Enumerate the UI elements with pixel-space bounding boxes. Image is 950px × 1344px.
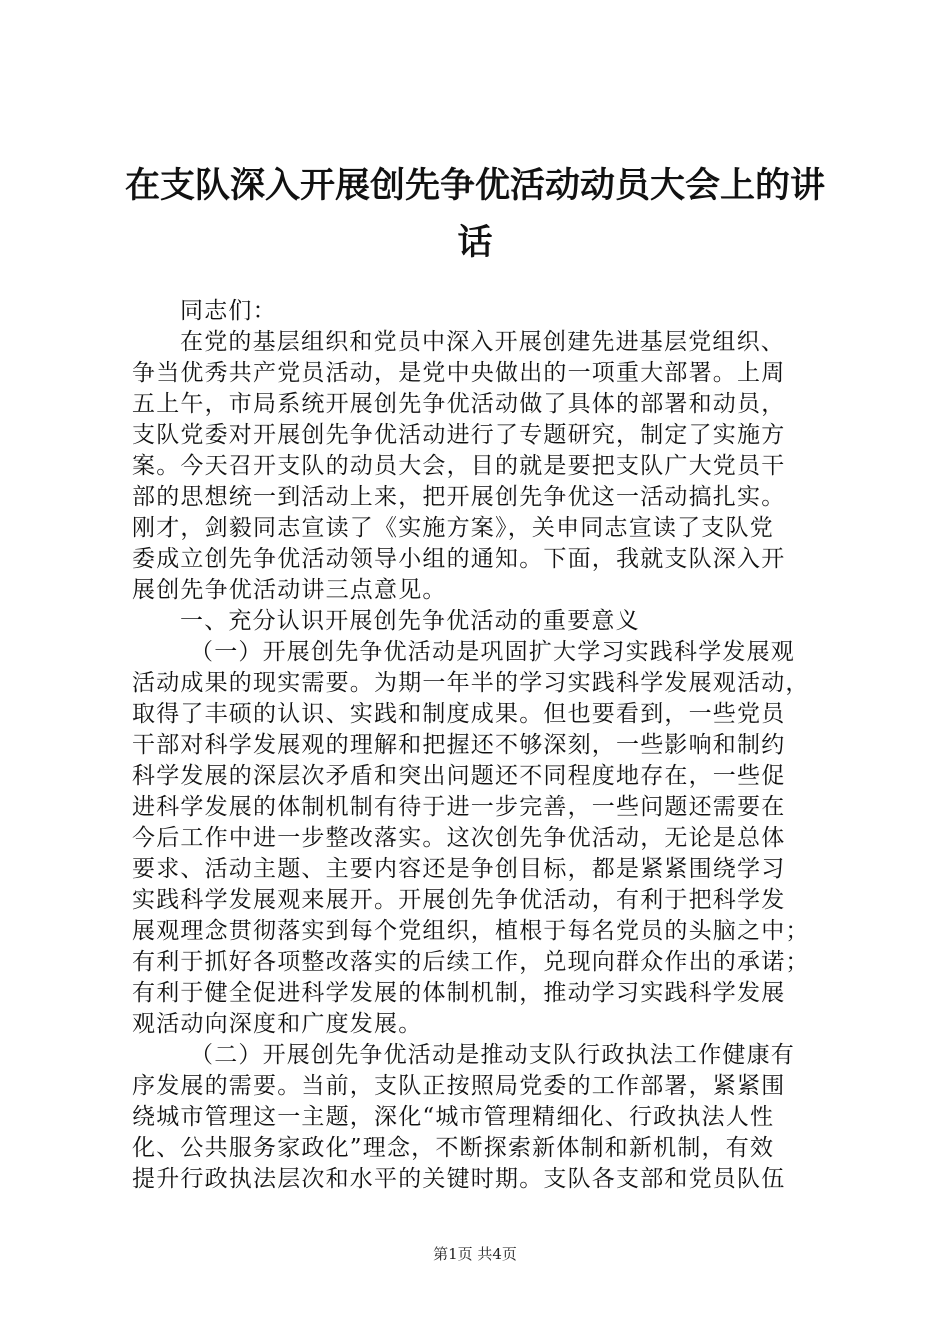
paragraph-line: 序发展的需要。当前，支队正按照局党委的工作部署，紧紧围 bbox=[132, 1073, 786, 1099]
paragraph-line: 取得了丰硕的认识、实践和制度成果。但也要看到，一些党员 bbox=[132, 701, 786, 727]
document-body bbox=[132, 296, 832, 1195]
paragraph-line: 有利于健全促进科学发展的体制机制，推动学习实践科学发展 bbox=[132, 980, 786, 1006]
paragraph-line: 观活动向深度和广度发展。 bbox=[132, 1011, 423, 1037]
paragraph-line: 活动成果的现实需要。为期一年半的学习实践科学发展观活动， bbox=[132, 670, 810, 696]
paragraph-line: 绕城市管理这一主题，深化“城市管理精细化、行政执法人性 bbox=[132, 1104, 775, 1130]
paragraph-line: 实践科学发展观来展开。开展创先争优活动，有利于把科学发 bbox=[132, 887, 786, 913]
paragraph-line: 展创先争优活动讲三点意见。 bbox=[132, 577, 447, 603]
document-title-line-1: 在支队深入开展创先争优活动动员大会上的讲 bbox=[124, 166, 825, 206]
paragraph-line: 展观理念贯彻落实到每个党组织，植根于每名党员的头脑之中； bbox=[132, 918, 810, 944]
paragraph-line: 五上午，市局系统开展创先争优活动做了具体的部署和动员， bbox=[132, 391, 786, 417]
paragraph-line: （一）开展创先争优活动是巩固扩大学习实践科学发展观 bbox=[190, 639, 795, 665]
paragraph-line: 有利于抓好各项整改落实的后续工作，兑现向群众作出的承诺； bbox=[132, 949, 810, 975]
paragraph-line: 科学发展的深层次矛盾和突出问题还不同程度地存在，一些促 bbox=[132, 763, 786, 789]
paragraph-line: 在党的基层组织和党员中深入开展创建先进基层党组织、 bbox=[180, 329, 785, 355]
paragraph-line: 干部对科学发展观的理解和把握还不够深刻，一些影响和制约 bbox=[132, 732, 786, 758]
paragraph-line: 刚才，剑毅同志宣读了《实施方案》，关申同志宣读了支队党 bbox=[132, 515, 774, 541]
paragraph-line: 提升行政执法层次和水平的关键时期。支队各支部和党员队伍 bbox=[132, 1166, 786, 1192]
paragraph-line: 支队党委对开展创先争优活动进行了专题研究，制定了实施方 bbox=[132, 422, 786, 448]
paragraph-line: 进科学发展的体制机制有待于进一步完善，一些问题还需要在 bbox=[132, 794, 786, 820]
paragraph-line: 化、公共服务家政化”理念，不断探索新体制和新机制，有效 bbox=[132, 1135, 775, 1161]
paragraph-line: 今后工作中进一步整改落实。这次创先争优活动，无论是总体 bbox=[132, 825, 786, 851]
section-heading: 一、充分认识开展创先争优活动的重要意义 bbox=[180, 608, 640, 634]
paragraph-line: 部的思想统一到活动上来，把开展创先争优这一活动搞扎实。 bbox=[132, 484, 786, 510]
page-number-footer: 第1页 共4页 bbox=[433, 1245, 517, 1263]
salutation: 同志们： bbox=[180, 298, 277, 324]
paragraph-line: 委成立创先争优活动领导小组的通知。下面，我就支队深入开 bbox=[132, 546, 786, 572]
paragraph-line: 争当优秀共产党员活动，是党中央做出的一项重大部署。上周 bbox=[132, 360, 786, 386]
paragraph-line: （二）开展创先争优活动是推动支队行政执法工作健康有 bbox=[190, 1042, 795, 1068]
paragraph-line: 案。今天召开支队的动员大会，目的就是要把支队广大党员干 bbox=[132, 453, 786, 479]
paragraph-line: 要求、活动主题、主要内容还是争创目标，都是紧紧围绕学习 bbox=[132, 856, 786, 882]
document-title-line-2: 话 bbox=[457, 223, 493, 263]
